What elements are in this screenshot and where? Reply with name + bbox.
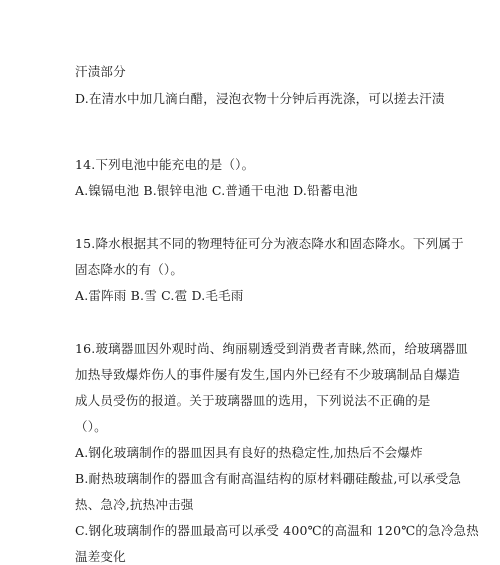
question-15-stem-line-1: 15.降水根据其不同的物理特征可分为液态降水和固态降水。下列属于 <box>75 236 464 251</box>
prev-answer-continuation: 汗渍部分 <box>75 64 126 79</box>
question-16-option-b-line-2: 热、急冷,抗热冲击强 <box>75 497 194 512</box>
question-16-option-c-line-2: 温差变化 <box>75 549 126 564</box>
question-16-stem-line-2: 加热导致爆炸伤人的事件屡有发生,国内外已经有不少玻璃制品自爆造 <box>75 367 461 382</box>
question-16-option-a: A.钢化玻璃制作的器皿因具有良好的热稳定性,加热后不会爆炸 <box>75 445 423 460</box>
prev-option-d: D.在清水中加几滴白醋，浸泡衣物十分钟后再洗涤，可以搓去汗渍 <box>75 91 445 106</box>
question-15-options: A.雷阵雨 B.雪 C.雹 D.毛毛雨 <box>75 288 244 303</box>
question-14-stem: 14.下列电池中能充电的是（）。 <box>75 157 255 172</box>
question-16-stem-line-3: 成人员受伤的报道。关于玻璃器皿的选用，下列说法不正确的是 <box>75 393 431 408</box>
question-15-stem-line-2: 固态降水的有（）。 <box>75 262 184 277</box>
question-16-stem-line-4: （）。 <box>75 419 107 434</box>
question-16-option-b-line-1: B.耐热玻璃制作的器皿含有耐高温结构的原材料硼硅酸盐,可以承受急 <box>75 471 462 486</box>
question-14-options: A.镍镉电池 B.银锌电池 C.普通干电池 D.铅蓄电池 <box>75 183 358 198</box>
question-16-stem-line-1: 16.玻璃器皿因外观时尚、绚丽剔透受到消费者青睐,然而，给玻璃器皿 <box>75 341 468 356</box>
question-16-option-c-line-1: C.钢化玻璃制作的器皿最高可以承受 400℃的高温和 120℃的急冷急热 <box>75 523 479 538</box>
